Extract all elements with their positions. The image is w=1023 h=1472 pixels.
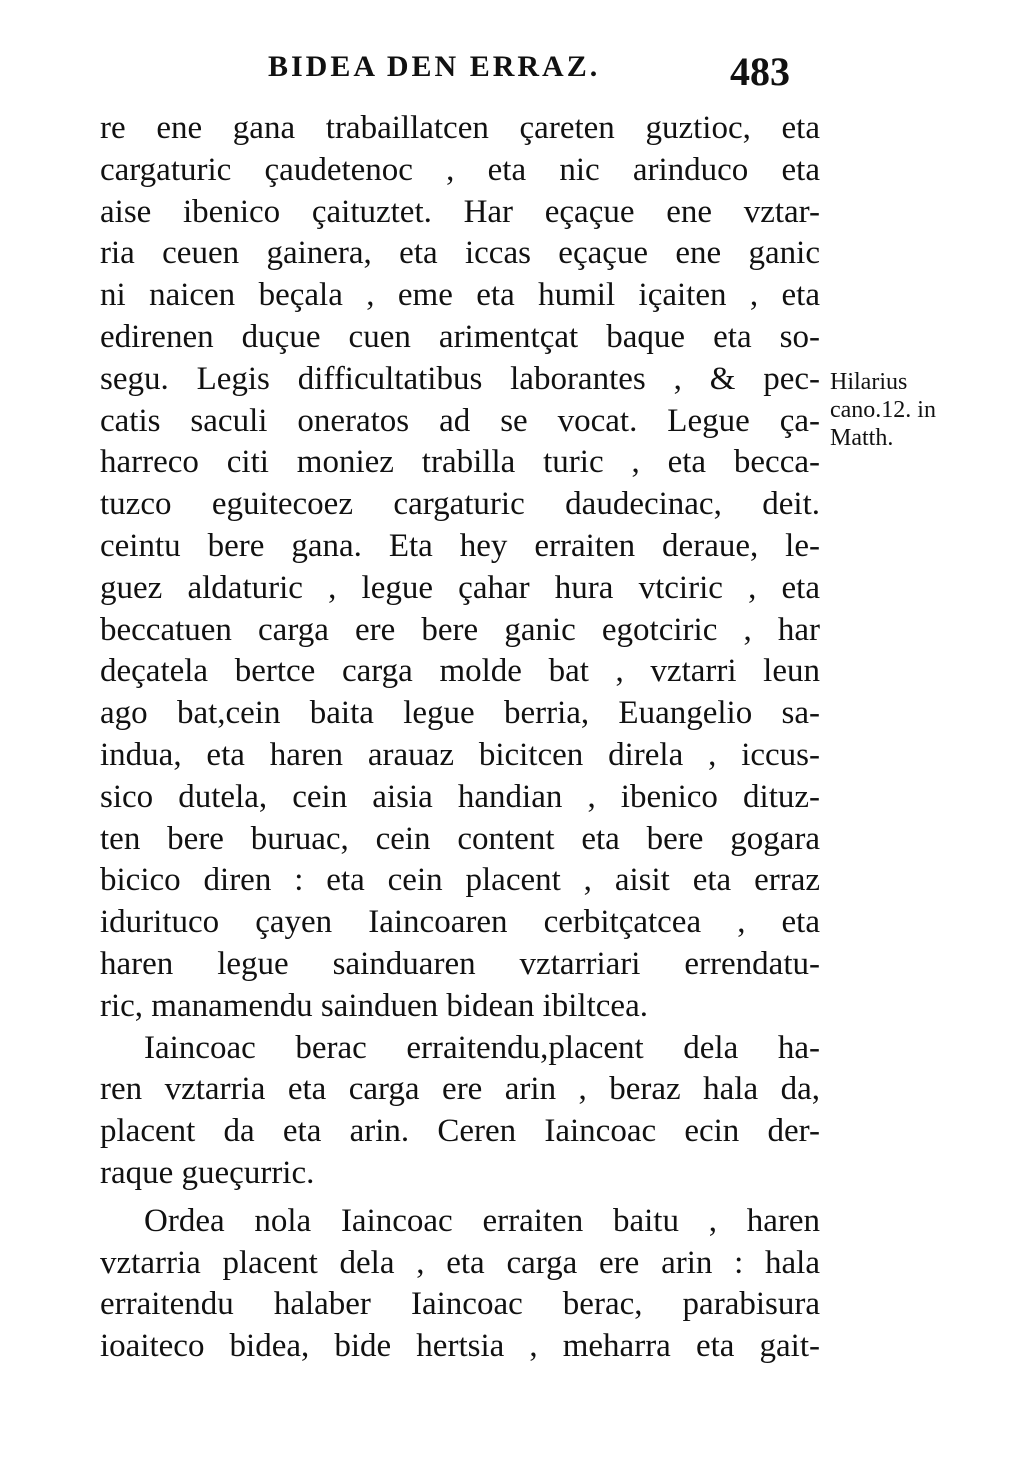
text-line: ceintu bere gana. Eta hey erraiten deraue, le- xyxy=(100,527,820,564)
text-line: bicico diren : eta cein placent , aisit eta erraz xyxy=(100,862,820,899)
text-line: Ordea nola Iaincoac erraiten baitu , haren xyxy=(144,1202,820,1239)
text-line: ten bere buruac, cein content eta bere gogara xyxy=(100,820,820,857)
margin-note-line: cano.12. in xyxy=(830,397,936,423)
text-line: beccatuen carga ere bere ganic egotciric , har xyxy=(100,611,820,648)
text-line: re ene gana trabaillatcen çareten guztioc, eta xyxy=(100,110,820,146)
text-line: sico dutela, cein aisia handian , ibenico dituz- xyxy=(100,778,820,815)
text-line: tuzco eguitecoez cargaturic daudecinac, deit. xyxy=(100,486,820,523)
text-line: guez aldaturic , legue çahar hura vtciric , eta xyxy=(100,569,820,606)
text-line: catis saculi oneratos ad se vocat. Legue ça- xyxy=(100,402,820,439)
text-line: placent da eta arin. Ceren Iaincoac ecin der- xyxy=(100,1113,820,1150)
text-line: harreco citi moniez trabilla turic , eta becca- xyxy=(100,444,820,481)
text-line: idurituco çayen Iaincoaren cerbitçatcea , eta xyxy=(100,904,820,941)
text-line: indua, eta haren arauaz bicitcen direla , iccus- xyxy=(100,736,820,773)
text-line: ric, manamendu sainduen bidean ibiltcea. xyxy=(100,987,648,1024)
text-line: deçatela bertce carga molde bat , vztarri leun xyxy=(100,653,820,690)
text-line: edirenen duçue cuen arimentçat baque eta so- xyxy=(100,318,820,355)
margin-note-line: Matth. xyxy=(830,425,894,451)
text-line: ren vztarria eta carga ere arin , beraz hala da, xyxy=(100,1071,820,1108)
running-head: BIDEA DEN ERRAZ. xyxy=(268,50,601,83)
text-line: ioaiteco bidea, bide hertsia , meharra eta gait- xyxy=(100,1328,820,1365)
text-line: vztarria placent dela , eta carga ere arin : hala xyxy=(100,1244,820,1281)
text-line: raque gueçurric. xyxy=(100,1154,315,1191)
page-number: 483 xyxy=(730,49,790,94)
text-line: segu. Legis difficultatibus laborantes , & pec- xyxy=(100,360,820,397)
margin-note-line: Hilarius xyxy=(830,369,908,395)
text-line: ria ceuen gainera, eta iccas eçaçue ene ganic xyxy=(100,235,820,272)
text-line: haren legue sainduaren vztarriari errendatu- xyxy=(100,945,820,982)
text-line: Iaincoac berac erraitendu,placent dela ha- xyxy=(144,1029,820,1066)
text-line: ni naicen beçala , eme eta humil içaiten , eta xyxy=(100,277,820,314)
margin-note xyxy=(830,368,1010,452)
text-line: aise ibenico çaituztet. Har eçaçue ene vztar- xyxy=(100,193,820,230)
text-line: erraitendu halaber Iaincoac berac, parabisura xyxy=(100,1286,820,1323)
text-line: ago bat,cein baita legue berria, Euangelio sa- xyxy=(100,695,820,732)
body-text xyxy=(100,108,820,1368)
text-line: cargaturic çaudetenoc , eta nic arinduco eta xyxy=(100,151,820,188)
